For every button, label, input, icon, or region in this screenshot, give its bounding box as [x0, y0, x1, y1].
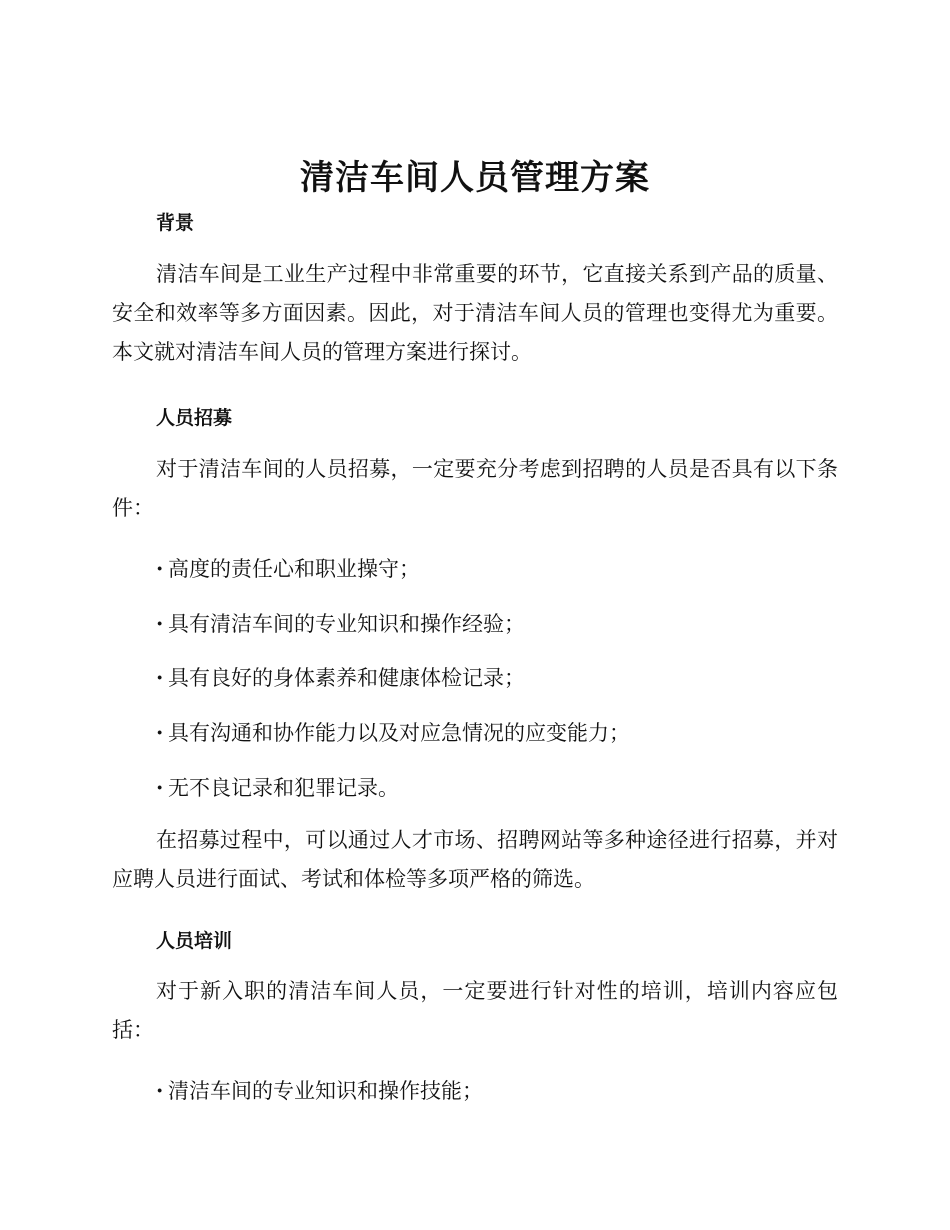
section-heading-training: 人员培训: [156, 930, 233, 952]
training-intro-paragraph: 对于新入职的清洁车间人员，一定要进行针对性的培训，培训内容应包括：: [112, 979, 838, 1042]
recruitment-outro-paragraph: 在招募过程中，可以通过人才市场、招聘网站等多种途径进行招募，并对应聘人员进行面试、考试和体检等多项严格的筛选。: [112, 828, 838, 891]
bullet-icon: ·: [156, 720, 164, 745]
bullet-icon: ·: [156, 1078, 164, 1103]
list-item: [156, 717, 630, 747]
list-item-text: 具有清洁车间的专业知识和操作经验；: [168, 612, 525, 636]
bullet-icon: ·: [156, 611, 164, 636]
list-item: [156, 553, 420, 583]
list-item: [156, 662, 525, 692]
bullet-icon: ·: [156, 775, 164, 800]
background-paragraph: 清洁车间是工业生产过程中非常重要的环节，它直接关系到产品的质量、安全和效率等多方面因素。因此，对于清洁车间人员的管理也变得尤为重要。本文就对清洁车间人员的管理方案进行探讨。: [112, 262, 838, 364]
list-item-text: 具有良好的身体素养和健康体检记录；: [168, 666, 525, 690]
recruitment-intro-paragraph: 对于清洁车间的人员招募，一定要充分考虑到招聘的人员是否具有以下条件：: [112, 457, 838, 520]
list-item: [156, 608, 525, 638]
list-item: [156, 772, 399, 802]
document-title: 清洁车间人员管理方案: [300, 158, 650, 198]
bullet-icon: ·: [156, 556, 164, 581]
list-item-text: 清洁车间的专业知识和操作技能；: [168, 1079, 483, 1103]
bullet-icon: ·: [156, 665, 164, 690]
section-heading-background: 背景: [156, 212, 195, 234]
section-heading-recruitment: 人员招募: [156, 407, 233, 429]
list-item-text: 无不良记录和犯罪记录。: [168, 776, 399, 800]
list-item-text: 具有沟通和协作能力以及对应急情况的应变能力；: [168, 721, 630, 745]
list-item-text: 高度的责任心和职业操守；: [168, 557, 420, 581]
list-item: [156, 1075, 483, 1105]
